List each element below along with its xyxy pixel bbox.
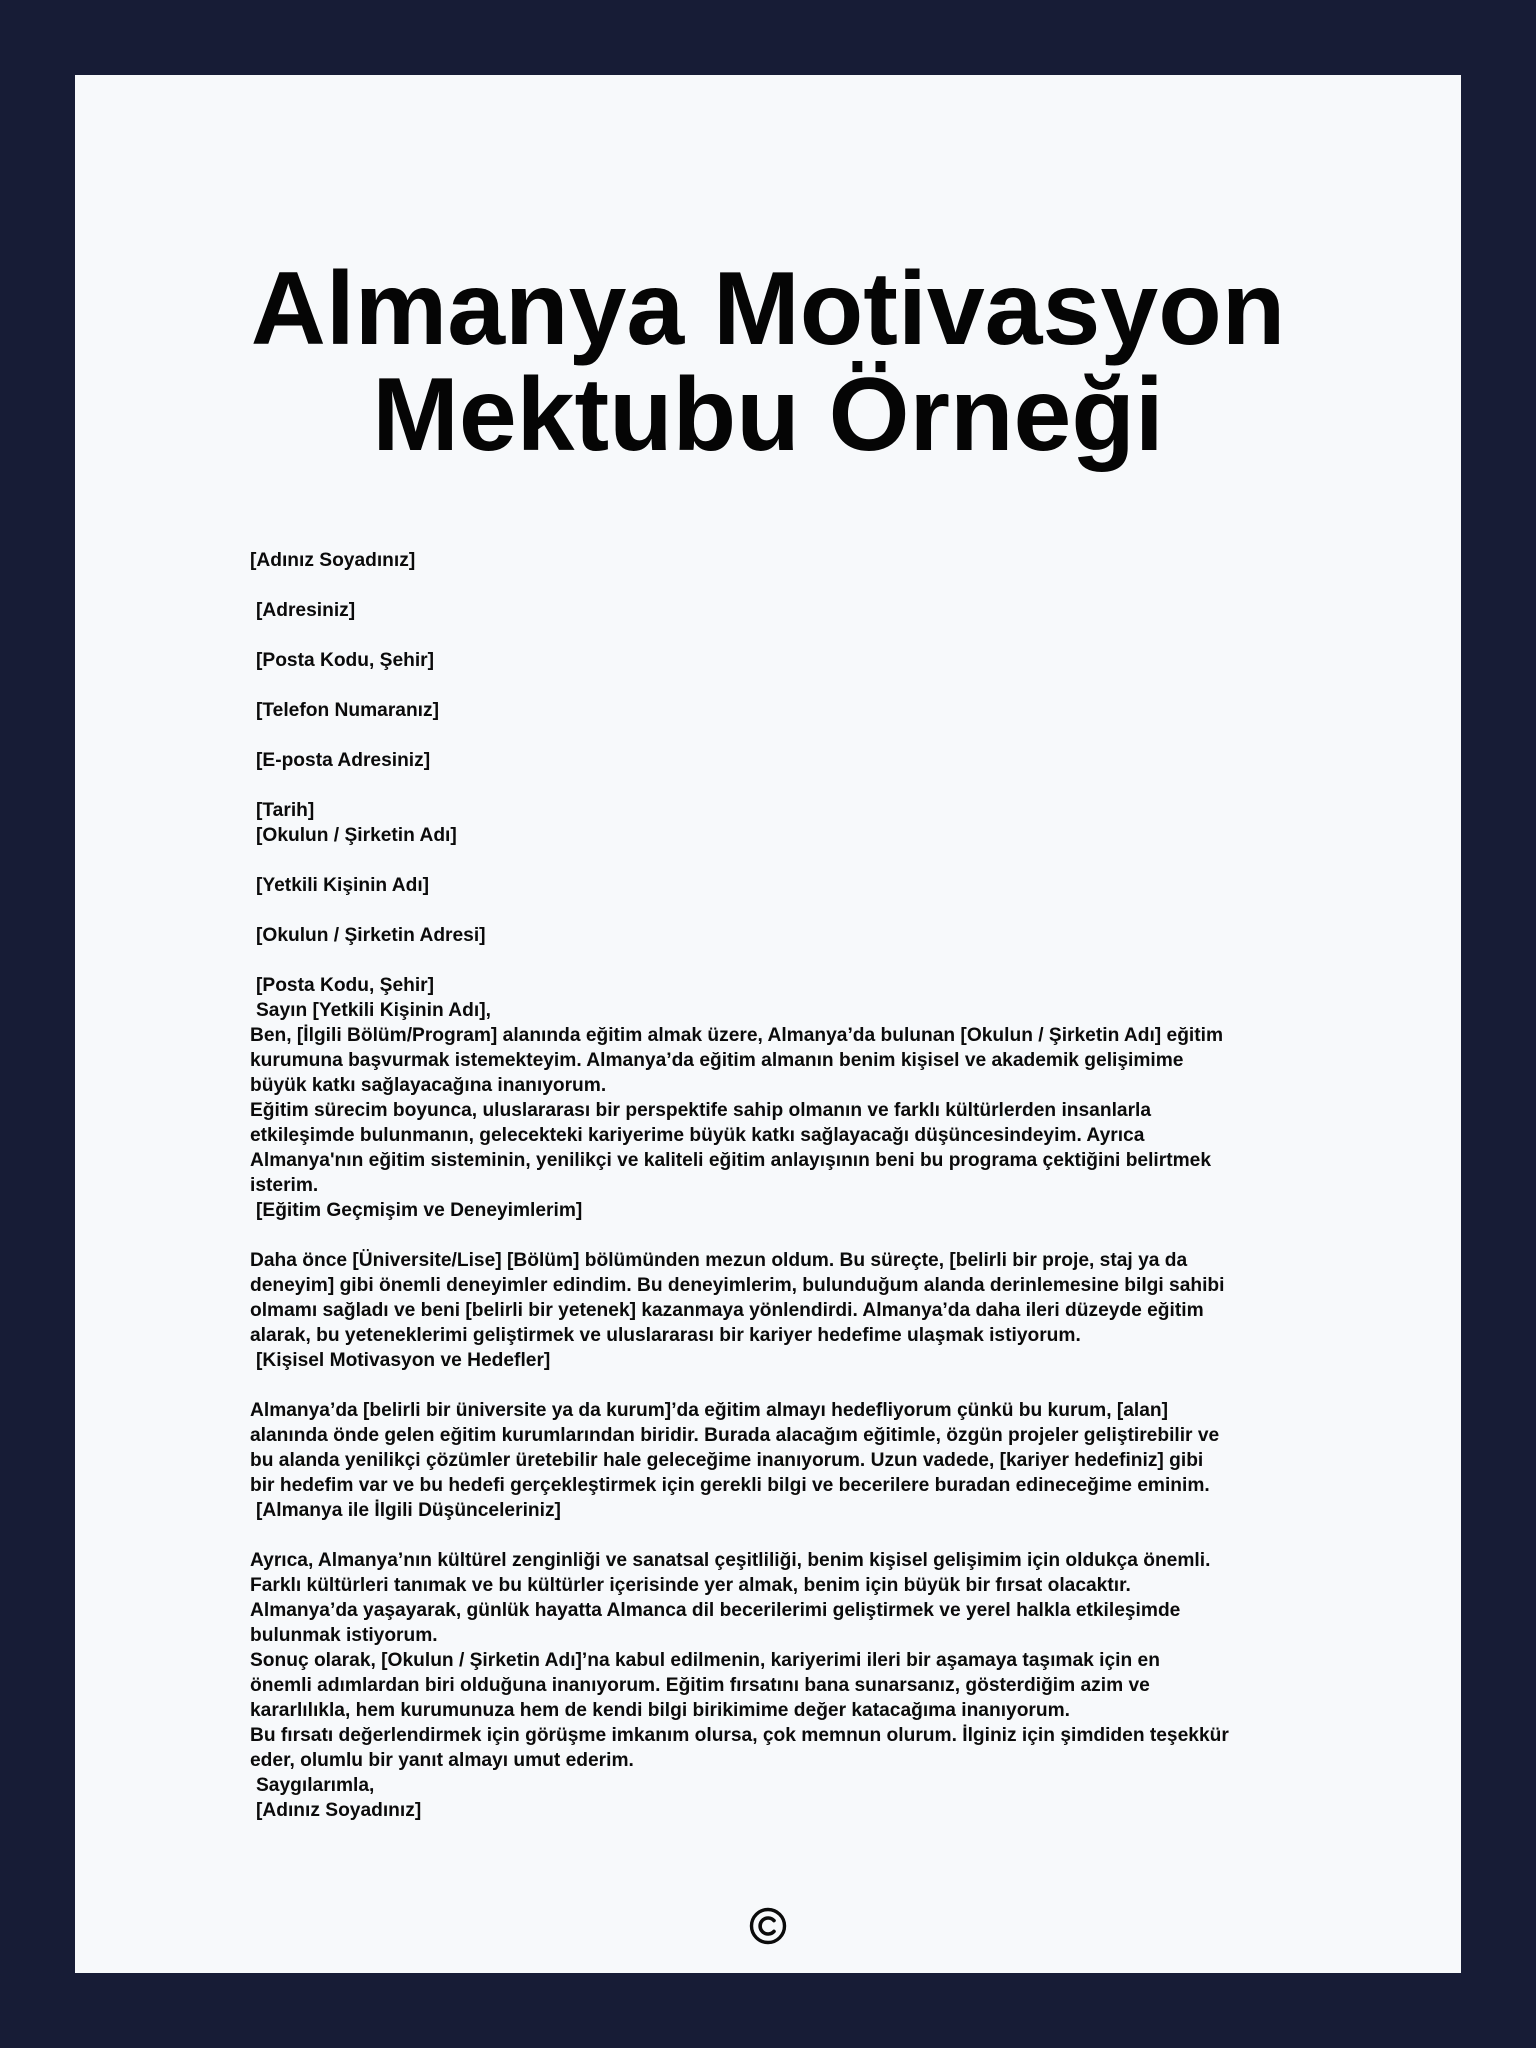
- paragraph-line: kurumuna başvurmak istemekteyim. Almanya’da eğitim almanın benim kişisel ve akademik gelişimime: [250, 1050, 1184, 1071]
- paragraph-line: Farklı kültürleri tanımak ve bu kültürler içerisinde yer almak, benim için büyük bir fırsat olacaktır.: [250, 1575, 1131, 1596]
- closing: Saygılarımla,: [256, 1775, 375, 1796]
- letter-body: [250, 548, 1370, 1823]
- paragraph-line: olmamı sağladı ve beni [belirli bir yetenek] kazanmaya yönlendirdi. Almanya’da daha ileri düzeyde eğitim: [250, 1300, 1204, 1321]
- paragraph-line: alanında önde gelen eğitim kurumlarından biridir. Burada alacağım eğitimle, özgün projeler geliştirebilir ve: [250, 1425, 1220, 1446]
- paragraph-line: Almanya’da [belirli bir üniversite ya da kurum]’da eğitim almayı hedefliyorum çünkü bu kurum, [alan]: [250, 1400, 1169, 1421]
- document-page: [75, 75, 1461, 1973]
- paragraph-line: isterim.: [250, 1175, 319, 1196]
- sender-phone: [Telefon Numaranız]: [256, 700, 440, 721]
- paragraph-line: büyük katkı sağlayacağına inanıyorum.: [250, 1075, 607, 1096]
- recipient-postal-city: [Posta Kodu, Şehir]: [256, 975, 435, 996]
- paragraph-line: Daha önce [Üniversite/Lise] [Bölüm] bölümünden mezun oldum. Bu süreçte, [belirli bir proje, staj ya da: [250, 1250, 1188, 1271]
- section-heading-motivation: [Kişisel Motivasyon ve Hedefler]: [256, 1350, 551, 1371]
- title-line-2: Mektubu Örneği: [372, 357, 1164, 473]
- sender-postal-city: [Posta Kodu, Şehir]: [256, 650, 435, 671]
- paragraph-line: bir hedefim var ve bu hedefi gerçekleştirmek için gerekli bilgi ve becerilere buradan edineceğime eminim.: [250, 1475, 1210, 1496]
- paragraph-line: Ben, [İlgili Bölüm/Program] alanında eğitim almak üzere, Almanya’da bulunan [Okulun / Şirketin Adı] eğitim: [250, 1025, 1224, 1046]
- paragraph-line: bulunmak istiyorum.: [250, 1625, 438, 1646]
- paragraph-line: Bu fırsatı değerlendirmek için görüşme imkanım olursa, çok memnun olurum. İlginiz için şimdiden teşekkür: [250, 1725, 1229, 1746]
- paragraph-line: Ayrıca, Almanya’nın kültürel zenginliği ve sanatsal çeşitliliği, benim kişisel gelişimim için oldukça önemli.: [250, 1550, 1211, 1571]
- section-heading-education: [Eğitim Geçmişim ve Deneyimlerim]: [256, 1200, 583, 1221]
- recipient-org-name: [Okulun / Şirketin Adı]: [256, 825, 457, 846]
- paragraph-line: deneyim] gibi önemli deneyimler edindim. Bu deneyimlerim, bulunduğum alanda derinlemesine bilgi sahibi: [250, 1275, 1225, 1296]
- paragraph-line: Eğitim sürecim boyunca, uluslararası bir perspektife sahip olmanın ve farklı kültürlerden insanlarla: [250, 1100, 1152, 1121]
- title-line-1: Almanya Motivasyon: [250, 251, 1286, 367]
- document-title: [75, 251, 1461, 473]
- paragraph-line: eder, olumlu bir yanıt almayı umut ederim.: [250, 1750, 634, 1771]
- paragraph-line: Sonuç olarak, [Okulun / Şirketin Adı]’na kabul edilmenin, kariyerimi ileri bir aşamaya taşımak için en: [250, 1650, 1160, 1671]
- salutation: Sayın [Yetkili Kişinin Adı],: [256, 1000, 491, 1021]
- paragraph-line: kararlılıkla, hem kurumunuza hem de kendi bilgi birikimime değer katacağıma inanıyorum.: [250, 1700, 1070, 1721]
- letter-date: [Tarih]: [256, 800, 315, 821]
- sender-address: [Adresiniz]: [256, 600, 356, 621]
- recipient-org-address: [Okulun / Şirketin Adresi]: [256, 925, 486, 946]
- copyright-icon: [748, 1906, 788, 1946]
- sender-email: [E-posta Adresiniz]: [256, 750, 431, 771]
- paragraph-line: alarak, bu yeteneklerimi geliştirmek ve uluslararası bir kariyer hedefime ulaşmak istiyorum.: [250, 1325, 1081, 1346]
- paragraph-line: bu alanda yenilikçi çözümler üretebilir hale geleceğime inanıyorum. Uzun vadede, [kariyer hedefiniz] gibi: [250, 1450, 1204, 1471]
- section-heading-germany: [Almanya ile İlgili Düşünceleriniz]: [256, 1500, 561, 1521]
- sender-name: [Adınız Soyadınız]: [250, 550, 416, 571]
- paragraph-line: önemli adımlardan biri olduğuna inanıyorum. Eğitim fırsatını bana sunarsanız, gösterdiğim azim ve: [250, 1675, 1150, 1696]
- signature-name: [Adınız Soyadınız]: [256, 1800, 422, 1821]
- paragraph-line: Almanya'nın eğitim sisteminin, yenilikçi ve kaliteli eğitim anlayışının beni bu programa çektiğini belirtmek: [250, 1150, 1212, 1171]
- paragraph-line: Almanya’da yaşayarak, günlük hayatta Almanca dil becerilerimi geliştirmek ve yerel halkla etkileşimde: [250, 1600, 1181, 1621]
- paragraph-line: etkileşimde bulunmanın, gelecekteki kariyerime büyük katkı sağlayacağı düşüncesindeyim. Ayrıca: [250, 1125, 1145, 1146]
- recipient-contact-name: [Yetkili Kişinin Adı]: [256, 875, 430, 896]
